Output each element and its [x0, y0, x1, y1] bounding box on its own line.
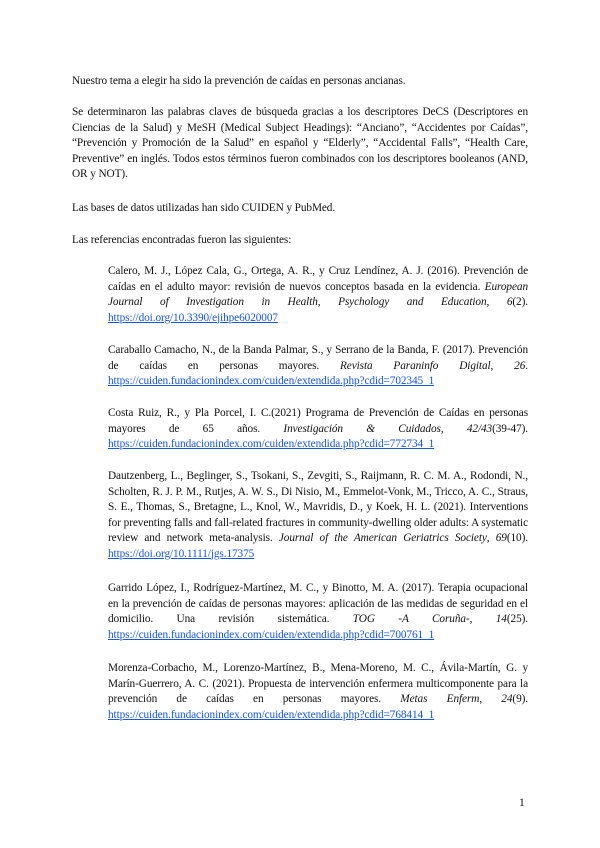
reference-item [108, 469, 528, 562]
reference-issue: (39-47). [492, 422, 528, 435]
reference-item [108, 406, 528, 453]
reference-punct: , [486, 532, 496, 544]
reference-volume: 6 [506, 296, 513, 308]
reference-punct: , [440, 422, 467, 435]
reference-issue: (25). [506, 613, 529, 625]
reference-authors-title: Costa Ruiz, R., y Pla Porcel, I. C.(2021) Programa de Prevención de Caídas en personas mayores de 65 años. [108, 407, 528, 435]
reference-item [108, 264, 528, 326]
reference-authors-title: Calero, M. J., López Cala, G., Ortega, A. R., y Cruz Lendínez, A. J. (2016). Prevención de caídas en el adulto mayor: revisión de nuevos conceptos basada en la evidencia. [108, 265, 528, 293]
reference-source: TOG -A Coruña- [352, 613, 470, 625]
reference-authors-title: Dautzenberg, L., Beglinger, S., Tsokani, S., Zevgiti, S., Raijmann, R. C. M. A., Rodondi, N., Scholten, R. J. P. M., Rutjes, A. W. S., Di Nisio, M., Emmelot-Vonk, M., Tricco, A. C., Straus, S. E., Thomas, S., Bretagne, L., Knol, W., Mavridis, D., y Koek, H. L. (2021). Interventions for preventing falls and fall-related fractures in community-dwelling older adults: A systematic review and network meta-analysis. [108, 470, 528, 544]
reference-volume: 69 [495, 532, 507, 544]
references-intro: Las referencias encontradas fueron las siguientes: [72, 234, 292, 246]
reference-source: Investigación & Cuidados [283, 422, 441, 435]
reference-volume: 24 [501, 693, 513, 705]
reference-issue: (10). [506, 532, 528, 544]
reference-volume: 42/43 [466, 422, 493, 435]
reference-link[interactable]: https://cuiden.fundacionindex.com/cuiden/extendida.php?cdid=772734_1 [108, 438, 435, 450]
topic-paragraph: Nuestro tema a elegir ha sido la prevención de caídas en personas ancianas. [72, 75, 406, 87]
reference-volume: 26 [514, 359, 526, 372]
reference-item [108, 661, 528, 723]
reference-link[interactable]: https://doi.org/10.3390/ejihpe6020007 [108, 311, 278, 324]
reference-item [108, 343, 528, 390]
reference-punct: , [490, 359, 515, 372]
reference-authors-title: Morenza-Corbacho, M., Lorenzo-Martínez, B., Mena-Moreno, M. C., Ávila-Martín, G. y Marín-Guerrero, A. C. (2021). Propuesta de intervención enfermera multicomponente para la prevención de caídas en personas mayores. [108, 662, 528, 705]
reference-punct: , [486, 296, 507, 308]
reference-link[interactable]: https://cuiden.fundacionindex.com/cuiden/extendida.php?cdid=700761_1 [108, 628, 435, 641]
reference-link[interactable]: https://doi.org/10.1111/jgs.17375 [108, 547, 255, 560]
reference-link[interactable]: https://cuiden.fundacionindex.com/cuiden/extendida.php?cdid=702345_1 [108, 375, 435, 387]
reference-item [108, 581, 528, 643]
reference-authors-title: Caraballo Camacho, N., de la Banda Palmar, S., y Serrano de la Banda, F. (2017). Prevención de caídas en personas mayores. [108, 344, 528, 372]
reference-issue: (9). [512, 693, 529, 705]
reference-source: Metas Enferm [400, 693, 480, 705]
reference-source: European Journal of Investigation in Health, Psychology and Education [108, 280, 528, 308]
reference-source: Journal of the American Geriatrics Society [278, 532, 487, 544]
reference-issue: (2). [512, 296, 528, 308]
reference-issue: . [525, 359, 528, 372]
databases-paragraph: Las bases de datos utilizadas han sido CUIDEN y PubMed. [72, 202, 336, 214]
reference-punct: , [469, 613, 496, 625]
reference-link[interactable]: https://cuiden.fundacionindex.com/cuiden/extendida.php?cdid=768414_1 [108, 708, 435, 721]
page-number: 1 [519, 797, 525, 809]
reference-punct: , [479, 693, 502, 705]
reference-volume: 14 [495, 613, 507, 625]
keywords-paragraph: Se determinaron las palabras claves de búsqueda gracias a los descriptores DeCS (Descriptores en Ciencias de la Salud) y MeSH (Medical Subject Headings): “Anciano”, “Accidentes por Caídas”, “Prevención y Promoción de la Salud” en español y “Elderly”, “Accidental Falls”, “Health Care, Preventive” en inglés. Todos estos términos fueron combinados con los descriptores booleanos (AND, OR y NOT). [72, 106, 528, 180]
reference-authors-title: Garrido López, I., Rodríguez-Martínez, M. C., y Binotto, M. A. (2017). Terapia ocupacional en la prevención de caídas de personas mayores: aplicación de las medidas de seguridad en el domicilio. Una revisión sistemática. [108, 582, 528, 625]
reference-source: Revista Paraninfo Digital [340, 359, 491, 372]
